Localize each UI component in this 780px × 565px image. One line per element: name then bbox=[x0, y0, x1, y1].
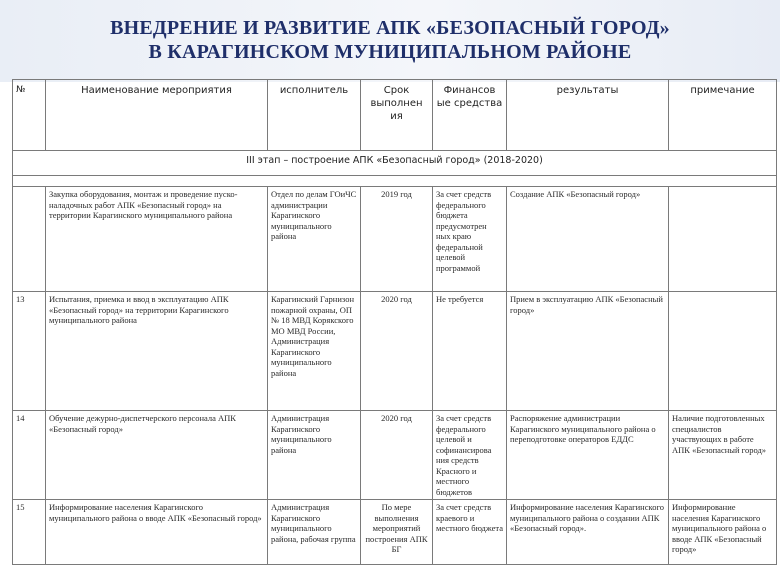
row-results: Создание АПК «Безопасный город» bbox=[507, 187, 669, 292]
row-results: Информирование населения Карагинского муниципального района о создании АПК «Безопасный город». bbox=[507, 500, 669, 565]
header-executor: исполнитель bbox=[268, 80, 361, 151]
spacer-cell bbox=[13, 176, 777, 187]
stage-label: III этап – построение АПК «Безопасный город» (2018-2020) bbox=[13, 151, 777, 176]
stage-row bbox=[13, 151, 777, 176]
row-name: Испытания, приемка и ввод в эксплуатацию АПК «Безопасный город» на территории Карагинского муниципального района bbox=[46, 292, 268, 411]
row-deadline: 2019 год bbox=[361, 187, 433, 292]
row-num: 14 bbox=[13, 411, 46, 500]
title-line-2: В КАРАГИНСКОМ МУНИЦИПАЛЬНОМ РАЙОНЕ bbox=[148, 41, 632, 63]
table-row bbox=[13, 292, 777, 411]
row-num bbox=[13, 187, 46, 292]
title-line-1: ВНЕДРЕНИЕ И РАЗВИТИЕ АПК «БЕЗОПАСНЫЙ ГОРОД» bbox=[110, 17, 670, 39]
header-note: примечание bbox=[669, 80, 777, 151]
header-name: Наименование мероприятия bbox=[46, 80, 268, 151]
row-note: Информирование населения Карагинского муниципального района о вводе АПК «Безопасный город» bbox=[669, 500, 777, 565]
row-num: 15 bbox=[13, 500, 46, 565]
table-row bbox=[13, 187, 777, 292]
header-deadline: Срок выполнен ия bbox=[361, 80, 433, 151]
title-area bbox=[0, 0, 780, 82]
header-results: результаты bbox=[507, 80, 669, 151]
row-funds: За счет средств федерального целевой и софинансирова ния средств Красного и местного бюджетов bbox=[433, 411, 507, 500]
spacer-row bbox=[13, 176, 777, 187]
row-name: Информирование населения Карагинского муниципального района о вводе АПК «Безопасный город» bbox=[46, 500, 268, 565]
row-executor: Администрация Карагинского муниципального района, рабочая группа bbox=[268, 500, 361, 565]
table-row bbox=[13, 411, 777, 500]
row-results: Прием в эксплуатацию АПК «Безопасный город» bbox=[507, 292, 669, 411]
header-funds: Финансов ые средства bbox=[433, 80, 507, 151]
row-note bbox=[669, 292, 777, 411]
row-note bbox=[669, 187, 777, 292]
row-funds: За счет средств федерального бюджета предусмотрен ных краю федеральной целевой программой bbox=[433, 187, 507, 292]
row-deadline: 2020 год bbox=[361, 292, 433, 411]
events-table bbox=[12, 79, 777, 565]
slide-title bbox=[20, 16, 760, 64]
row-deadline: По мере выполнения мероприятий построения АПК БГ bbox=[361, 500, 433, 565]
row-executor: Администрация Карагинского муниципального района bbox=[268, 411, 361, 500]
header-row bbox=[13, 80, 777, 151]
row-results: Распоряжение администрации Карагинского муниципального района о переподготовке операторов ЕДДС bbox=[507, 411, 669, 500]
row-name: Обучение дежурно-диспетчерского персонала АПК «Безопасный город» bbox=[46, 411, 268, 500]
header-num: № bbox=[13, 80, 46, 151]
row-num: 13 bbox=[13, 292, 46, 411]
row-funds: За счет средств краевого и местного бюджета bbox=[433, 500, 507, 565]
table-row bbox=[13, 500, 777, 565]
row-executor: Отдел по делам ГОиЧС администрации Карагинского муниципального района bbox=[268, 187, 361, 292]
row-note: Наличие подготовленных специалистов участвующих в работе АПК «Безопасный город» bbox=[669, 411, 777, 500]
row-executor: Карагинский Гарнизон пожарной охраны, ОП № 18 МВД Корякского МО МВД России, Администрация Карагинского муниципального района bbox=[268, 292, 361, 411]
row-deadline: 2020 год bbox=[361, 411, 433, 500]
row-funds: Не требуется bbox=[433, 292, 507, 411]
row-name: Закупка оборудования, монтаж и проведение пуско-наладочных работ АПК «Безопасный город» на территории Карагинского муниципального района bbox=[46, 187, 268, 292]
